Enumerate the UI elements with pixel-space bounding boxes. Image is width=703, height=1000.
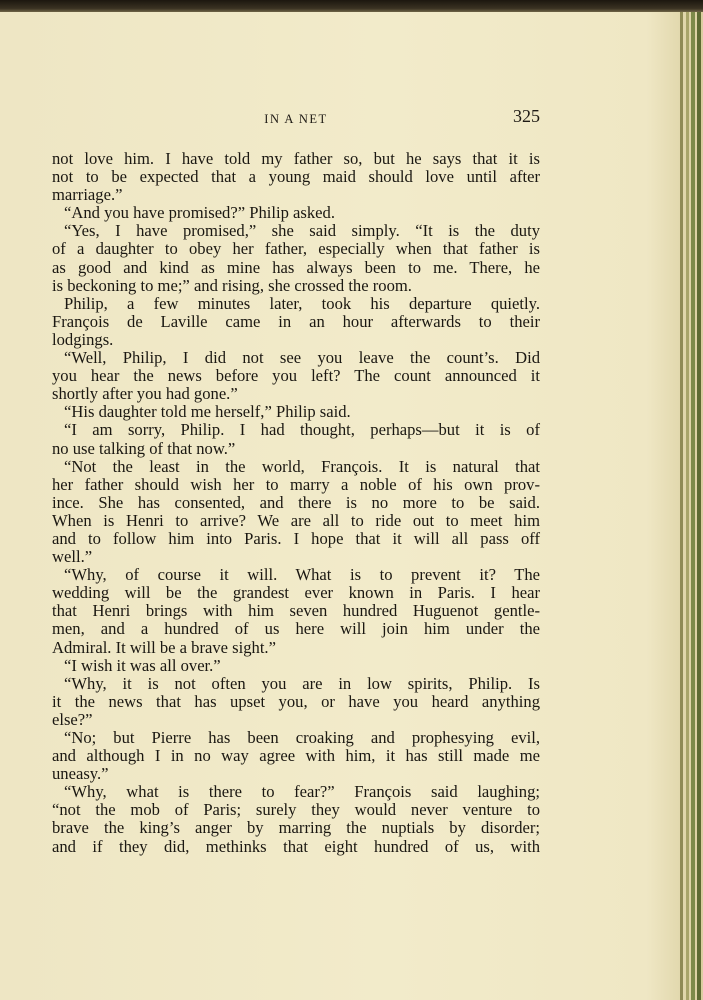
text-line: shortly after you had gone.” <box>52 384 238 404</box>
text-line: not love him. I have told my father so, but he says that it is <box>52 149 540 168</box>
text-line: marriage.” <box>52 185 123 205</box>
text-line: and if they did, methinks that eight hundred of us, with <box>52 836 540 856</box>
text-line: ince. She has consented, and there is no more to be said. <box>52 492 540 512</box>
text-line: men, and a hundred of us here will join him under the <box>52 619 540 639</box>
text-line: “Yes, I have promised,” she said simply. “It is the duty <box>64 221 540 241</box>
text-line: “Why, it is not often you are in low spirits, Philip. Is <box>64 673 540 693</box>
text-line: uneasy.” <box>52 764 109 784</box>
text-line: When is Henri to arrive? We are all to ride out to meet him <box>52 510 540 530</box>
text-line: that Henri brings with him seven hundred Huguenot gentle- <box>52 601 540 621</box>
text-line: of a daughter to obey her father, especially when that father is <box>52 239 540 259</box>
text-line: you hear the news before you left? The count announced it <box>52 366 540 386</box>
text-line: it the news that has upset you, or have you heard anything <box>52 691 540 711</box>
text-line: wedding will be the grandest ever known in Paris. I hear <box>52 583 540 603</box>
running-head: IN A NET <box>264 112 328 126</box>
text-line: “His daughter told me herself,” Philip said. <box>64 402 351 422</box>
text-line: well.” <box>52 547 93 567</box>
top-shadow <box>0 0 703 12</box>
page-header <box>52 106 540 132</box>
text-line: “Not the least in the world, François. It is natural that <box>64 456 540 476</box>
page-edge <box>686 12 689 1000</box>
text-line: “Why, what is there to fear?” François said laughing; <box>64 782 540 802</box>
text-line: not to be expected that a young maid should love until after <box>52 167 540 187</box>
page-edge <box>680 12 683 1000</box>
text-line: and to follow him into Paris. I hope that it will all pass off <box>52 528 540 548</box>
text-line: no use talking of that now.” <box>52 438 236 458</box>
text-line: else?” <box>52 709 93 729</box>
text-line: “And you have promised?” Philip asked. <box>64 203 335 223</box>
text-line: “not the mob of Paris; surely they would never venture to <box>52 800 540 820</box>
text-line: “No; but Pierre has been croaking and prophesying evil, <box>64 728 540 747</box>
text-line: is beckoning to me;” and rising, she crossed the room. <box>52 275 412 295</box>
text-line: and although I in no way agree with him, it has still made me <box>52 746 540 766</box>
text-line: lodgings. <box>52 329 114 349</box>
text-line: “I am sorry, Philip. I had thought, perhaps—but it is of <box>64 420 540 440</box>
text-line: “I wish it was all over.” <box>64 655 221 675</box>
text-line: brave the king’s anger by marring the nuptials by disorder; <box>52 818 540 838</box>
page-edge <box>697 12 701 1000</box>
text-line: François de Laville came in an hour afterwards to their <box>52 311 540 331</box>
text-line: as good and kind as mine has always been to me. There, he <box>52 257 540 277</box>
page-edge <box>691 12 695 1000</box>
text-line: “Well, Philip, I did not see you leave the count’s. Did <box>64 348 540 368</box>
text-line: Philip, a few minutes later, took his departure quietly. <box>64 293 540 313</box>
text-line: “Why, of course it will. What is to prevent it? The <box>64 565 540 585</box>
text-line: her father should wish her to marry a noble of his own prov- <box>52 474 540 494</box>
page-number: 325 <box>513 106 540 126</box>
text-line: Admiral. It will be a brave sight.” <box>52 637 276 657</box>
body-text <box>52 150 540 856</box>
